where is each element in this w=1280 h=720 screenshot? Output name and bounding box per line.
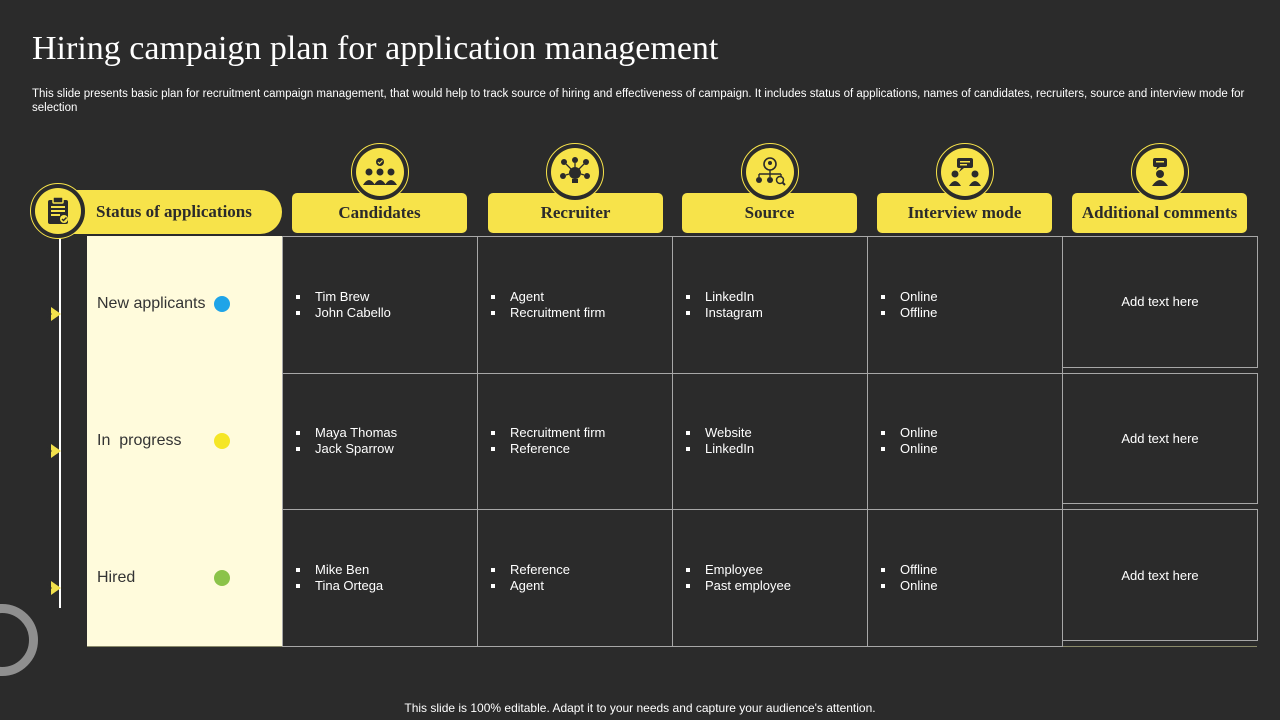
comments-icon-badge (1131, 143, 1189, 201)
interview-cell (867, 509, 1063, 647)
list-item: ▪ Agent (506, 289, 605, 305)
recruiter-cell (477, 236, 673, 374)
group-users-icon (362, 157, 398, 187)
candidates-cell (282, 236, 478, 374)
header-additional-comments: Additional comments (1072, 193, 1247, 233)
timeline-line (59, 236, 61, 608)
source-cell (672, 373, 868, 511)
list-item: ▪ Instagram (701, 305, 763, 321)
list-item: ▪ Offline (896, 562, 938, 578)
comment-cell: Add text here (1062, 373, 1258, 505)
status-label: New applicants (97, 295, 206, 313)
list-item: ▪ Recruitment firm (506, 305, 605, 321)
list-item: ▪ LinkedIn (701, 289, 763, 305)
list-item: ▪ Reference (506, 562, 570, 578)
candidates-icon-badge (351, 143, 409, 201)
recruiter-icon-badge (546, 143, 604, 201)
source-cell (672, 509, 868, 647)
status-label: In progress (97, 431, 182, 449)
header-source: Source (682, 193, 857, 233)
list-item: ▪ Online (896, 289, 938, 305)
status-header: Status of applications (72, 190, 282, 234)
source-cell (672, 236, 868, 374)
list-item: ▪ Offline (896, 305, 938, 321)
list-item: ▪ Recruitment firm (506, 425, 605, 441)
list-item: ▪ LinkedIn (701, 441, 754, 457)
header-interview-mode: Interview mode (877, 193, 1052, 233)
list-item: ▪ Jack Sparrow (311, 441, 397, 457)
status-label: Hired (97, 568, 136, 586)
status-dot-green (214, 570, 230, 586)
slide-title: Hiring campaign plan for application management (32, 30, 719, 67)
list-item: ▪ Online (896, 441, 938, 457)
list-item: ▪ Tim Brew (311, 289, 391, 305)
status-in-progress (87, 373, 282, 510)
recruiter-cell (477, 373, 673, 511)
list-item: ▪ Website (701, 425, 754, 441)
slide-subtitle: This slide presents basic plan for recruitment campaign management, that would help to track source of hiring and effectiveness of campaign. It includes status of applications, names of candidates, recruiters, source and interview mode for selection (32, 88, 1245, 114)
list-item: ▪ Agent (506, 578, 570, 594)
interview-cell (867, 236, 1063, 374)
status-dot-yellow (214, 433, 230, 449)
status-dot-blue (214, 296, 230, 312)
comment-cell: Add text here (1062, 236, 1258, 368)
list-item: ▪ John Cabello (311, 305, 391, 321)
list-item: ▪ Mike Ben (311, 562, 383, 578)
org-search-icon (753, 157, 787, 187)
header-recruiter: Recruiter (488, 193, 663, 233)
chevron-right-icon (51, 581, 61, 595)
source-icon-badge (741, 143, 799, 201)
list-item: ▪ Employee (701, 562, 791, 578)
interview-icon-badge (936, 143, 994, 201)
status-hired (87, 509, 282, 646)
comment-cell: Add text here (1062, 509, 1258, 641)
status-table (87, 236, 1257, 647)
list-item: ▪ Reference (506, 441, 605, 457)
header-candidates: Candidates (292, 193, 467, 233)
list-item: ▪ Past employee (701, 578, 791, 594)
status-icon-badge (30, 183, 86, 239)
chat-users-icon (948, 157, 982, 187)
candidates-cell (282, 509, 478, 647)
chevron-right-icon (51, 444, 61, 458)
list-item: ▪ Online (896, 425, 938, 441)
list-item: ▪ Tina Ortega (311, 578, 383, 594)
decorative-ring (0, 604, 38, 676)
user-comment-icon (1145, 157, 1175, 187)
status-new-applicants (87, 236, 282, 373)
recruiter-cell (477, 509, 673, 647)
slide-footer: This slide is 100% editable. Adapt it to your needs and capture your audience's attention. (404, 701, 876, 715)
list-item: ▪ Maya Thomas (311, 425, 397, 441)
idea-network-icon (558, 156, 592, 188)
clipboard-check-icon (45, 196, 71, 226)
interview-cell (867, 373, 1063, 511)
list-item: ▪ Online (896, 578, 938, 594)
chevron-right-icon (51, 307, 61, 321)
candidates-cell (282, 373, 478, 511)
